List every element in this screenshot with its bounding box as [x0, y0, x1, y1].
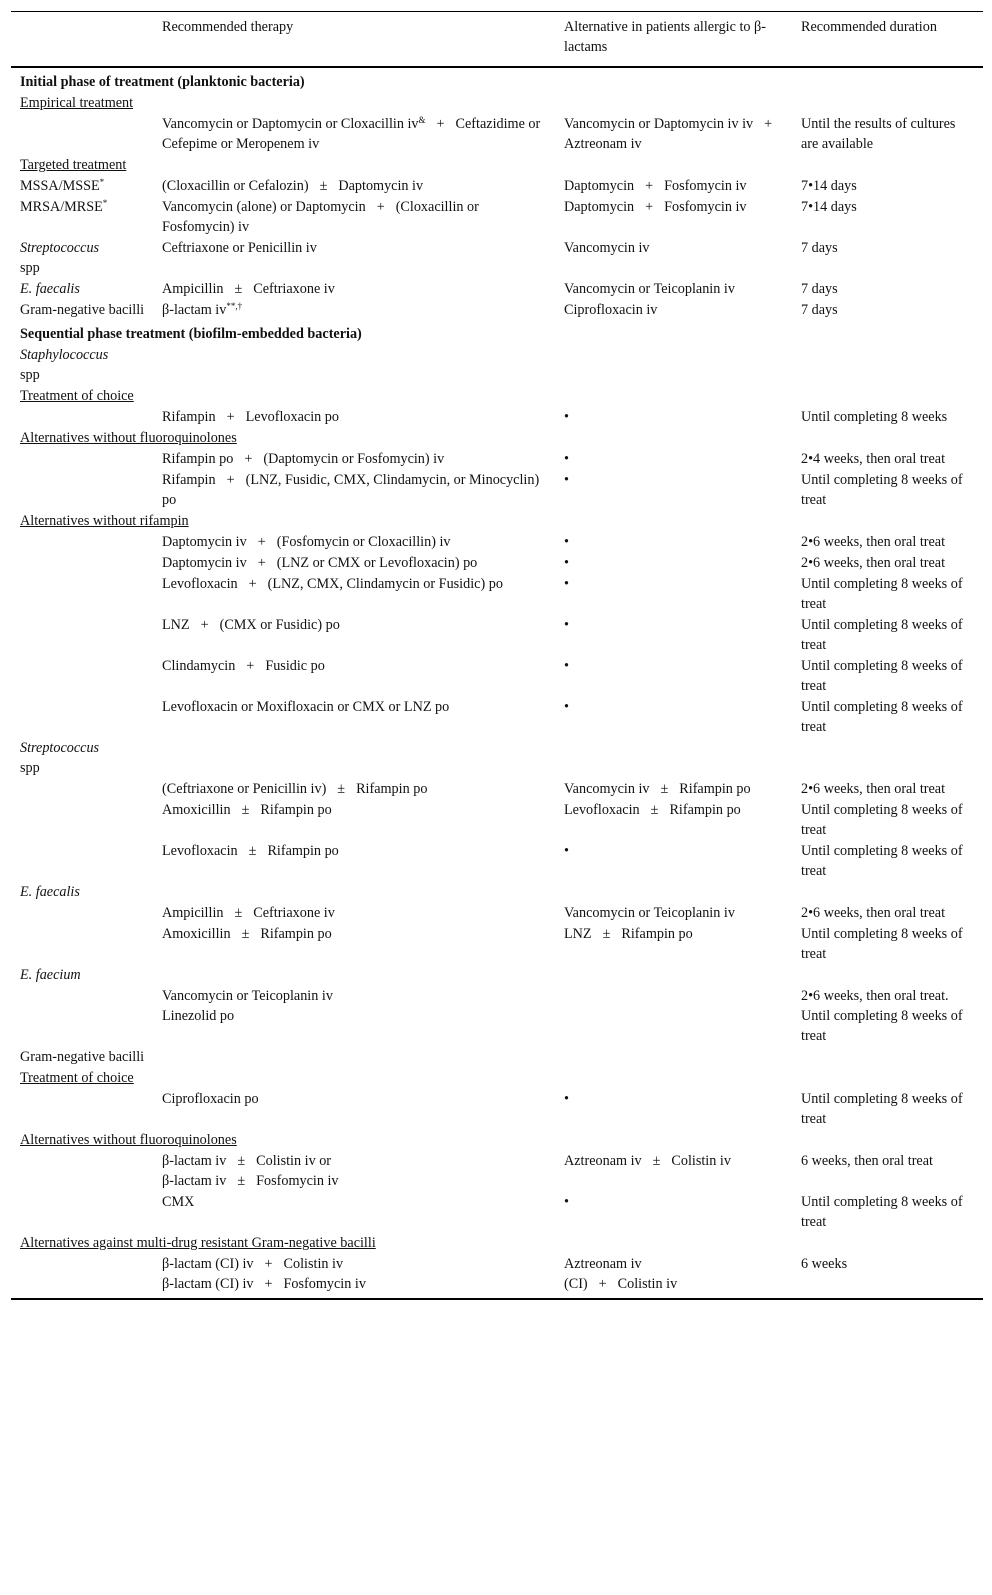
- gnb2-duration: 6 weeks, then oral treat: [801, 1153, 933, 1169]
- alt-fq-label: Alternatives without fluoroquinolones: [20, 430, 237, 446]
- mrsa-label: MRSA/MRSE*: [20, 198, 108, 215]
- header-col1: [11, 12, 153, 68]
- subheading-row: [11, 1233, 983, 1254]
- efs2-alternative: LNZ ± Rifampin po: [564, 926, 693, 942]
- header-recommended-therapy: Recommended therapy: [153, 12, 555, 68]
- altrif3-therapy: Levofloxacin + (LNZ, CMX, Clindamycin or Fusidic) po: [162, 576, 503, 592]
- gnb-toc-label: Treatment of choice: [20, 1070, 134, 1086]
- efs1-therapy: Ampicillin ± Ceftriaxone iv: [162, 905, 335, 921]
- table-row: [11, 300, 983, 321]
- staph-altfq1-alternative: •: [564, 451, 569, 467]
- streptococcus-alternative: Vancomycin iv: [564, 240, 650, 256]
- table-row: [11, 615, 983, 656]
- strep2-therapy: Amoxicillin ± Rifampin po: [162, 802, 332, 818]
- subheading-row: [11, 386, 983, 407]
- table-row: [11, 1254, 983, 1299]
- table-row: [11, 238, 983, 279]
- empirical-label: Empirical treatment: [20, 95, 134, 111]
- section-row: [11, 321, 983, 345]
- strep1-therapy: (Ceftriaxone or Penicillin iv) ± Rifampin po: [162, 781, 428, 797]
- gnb2-therapy: β-lactam iv ± Colistin iv or β-lactam iv ± Fosfomycin iv: [162, 1153, 339, 1189]
- table-row: [11, 779, 983, 800]
- efaecium-duration: 2•6 weeks, then oral treat. Until completing 8 weeks of treat: [801, 988, 963, 1044]
- efs1-alternative: Vancomycin or Teicoplanin iv: [564, 905, 735, 921]
- gnb1-duration: Until completing 8 weeks of treat: [801, 1091, 963, 1127]
- altrif1-duration: 2•6 weeks, then oral treat: [801, 534, 946, 550]
- table-row: [11, 986, 983, 1047]
- table-row: [11, 407, 983, 428]
- efaecalis-therapy: Ampicillin ± Ceftriaxone iv: [162, 281, 335, 297]
- staph-altfq1-duration: 2•4 weeks, then oral treat: [801, 451, 946, 467]
- efaecalis-label: E. faecalis: [20, 281, 80, 297]
- table-header-row: [11, 12, 983, 68]
- table-row: [11, 176, 983, 197]
- gnb-alternative: Ciprofloxacin iv: [564, 302, 658, 318]
- table-row: [11, 697, 983, 738]
- strep1-duration: 2•6 weeks, then oral treat: [801, 781, 946, 797]
- section-row: [11, 67, 983, 93]
- table-row: [11, 1192, 983, 1233]
- streptococcus-therapy: Ceftriaxone or Penicillin iv: [162, 240, 317, 256]
- strep3-duration: Until completing 8 weeks of treat: [801, 843, 963, 879]
- altrif2-therapy: Daptomycin iv + (LNZ or CMX or Levofloxacin) po: [162, 555, 478, 571]
- strep1-alternative: Vancomycin iv ± Rifampin po: [564, 781, 751, 797]
- table-row: [11, 1151, 983, 1192]
- staph-toc-duration: Until completing 8 weeks: [801, 409, 948, 425]
- seq-gnb-label: Gram-negative bacilli: [20, 1049, 145, 1065]
- subheading-row: [11, 965, 983, 986]
- subheading-row: [11, 882, 983, 903]
- efaecalis-duration: 7 days: [801, 281, 838, 297]
- gnb-therapy: β-lactam iv**,†: [162, 301, 243, 318]
- staph-altfq2-therapy: Rifampin + (LNZ, Fusidic, CMX, Clindamycin, or Minocyclin) po: [162, 472, 540, 508]
- mssa-alternative: Daptomycin + Fosfomycin iv: [564, 178, 747, 194]
- table-row: [11, 197, 983, 238]
- altrif1-alternative: •: [564, 534, 569, 550]
- subheading-row: [11, 738, 983, 779]
- header-recommended-duration: Recommended duration: [792, 12, 983, 68]
- table-row: [11, 903, 983, 924]
- efaecalis-alternative: Vancomycin or Teicoplanin iv: [564, 281, 735, 297]
- mssa-duration: 7•14 days: [801, 178, 857, 194]
- section-sequential-title: Sequential phase treatment (biofilm-embedded bacteria): [20, 326, 362, 342]
- therapy-table: [11, 11, 983, 1300]
- gnb3-duration: Until completing 8 weeks of treat: [801, 1194, 963, 1230]
- mrsa-therapy: Vancomycin (alone) or Daptomycin + (Cloxacillin or Fosfomycin) iv: [162, 199, 479, 235]
- mdr-alternative: Aztreonam iv (CI) + Colistin iv: [555, 1254, 792, 1299]
- altrif1-therapy: Daptomycin iv + (Fosfomycin or Cloxacillin) iv: [162, 534, 451, 550]
- mrsa-alternative: Daptomycin + Fosfomycin iv: [564, 199, 747, 215]
- altrif4-therapy: LNZ + (CMX or Fusidic) po: [162, 617, 340, 633]
- table-row: [11, 656, 983, 697]
- section-initial-title: Initial phase of treatment (planktonic bacteria): [20, 74, 305, 90]
- efs1-duration: 2•6 weeks, then oral treat: [801, 905, 946, 921]
- streptococcus-label: Streptococcus spp: [20, 240, 100, 276]
- strep3-alternative: •: [564, 843, 569, 859]
- subheading-row: [11, 428, 983, 449]
- staph-toc-therapy: Rifampin + Levofloxacin po: [162, 409, 339, 425]
- gnb3-therapy: CMX: [162, 1194, 195, 1210]
- altrif5-alternative: •: [564, 658, 569, 674]
- targeted-label: Targeted treatment: [20, 157, 127, 173]
- altrif2-duration: 2•6 weeks, then oral treat: [801, 555, 946, 571]
- empirical-alternative: Vancomycin or Daptomycin iv iv +Aztreonam iv: [564, 116, 773, 152]
- gnb1-alternative: •: [564, 1091, 569, 1107]
- empirical-therapy: Vancomycin or Daptomycin or Cloxacillin iv& + Ceftazidime or Cefepime or Meropenem iv: [162, 115, 541, 152]
- subheading-row: [11, 1047, 983, 1068]
- seq-streptococcus-label: Streptococcus spp: [20, 740, 100, 776]
- mssa-therapy: (Cloxacillin or Cefalozin) ± Daptomycin iv: [162, 178, 424, 194]
- efaecium-label: E. faecium: [20, 967, 81, 983]
- altrif3-duration: Until completing 8 weeks of treat: [801, 576, 963, 612]
- strep2-alternative: Levofloxacin ± Rifampin po: [564, 802, 741, 818]
- altrif4-alternative: •: [564, 617, 569, 633]
- gnb-alt-fq-label: Alternatives without fluoroquinolones: [20, 1132, 237, 1148]
- altrif4-duration: Until completing 8 weeks of treat: [801, 617, 963, 653]
- gnb-label: Gram-negative bacilli: [20, 302, 145, 318]
- staphylococcus-label: Staphylococcus spp: [20, 347, 109, 383]
- table-row: [11, 470, 983, 511]
- efs2-duration: Until completing 8 weeks of treat: [801, 926, 963, 962]
- altrif6-therapy: Levofloxacin or Moxifloxacin or CMX or LNZ po: [162, 699, 450, 715]
- table-row: [11, 841, 983, 882]
- empirical-duration: Until the results of cultures are available: [801, 116, 956, 152]
- altrif6-alternative: •: [564, 699, 569, 715]
- subheading-row: [11, 1130, 983, 1151]
- altrif2-alternative: •: [564, 555, 569, 571]
- mrsa-duration: 7•14 days: [801, 199, 857, 215]
- gnb1-therapy: Ciprofloxacin po: [162, 1091, 259, 1107]
- table-row: [11, 532, 983, 553]
- alt-rif-label: Alternatives without rifampin: [20, 513, 189, 529]
- table-row: [11, 574, 983, 615]
- gnb-duration: 7 days: [801, 302, 838, 318]
- table-row: [11, 1089, 983, 1130]
- seq-efaecalis-label: E. faecalis: [20, 884, 80, 900]
- efs2-therapy: Amoxicillin ± Rifampin po: [162, 926, 332, 942]
- table-row: [11, 114, 983, 155]
- altrif6-duration: Until completing 8 weeks of treat: [801, 699, 963, 735]
- altrif3-alternative: •: [564, 576, 569, 592]
- subheading-row: [11, 1068, 983, 1089]
- subheading-row: [11, 345, 983, 386]
- altrif5-therapy: Clindamycin + Fusidic po: [162, 658, 325, 674]
- alt-mdr-label: Alternatives against multi-drug resistant Gram-negative bacilli: [20, 1235, 376, 1251]
- staph-altfq1-therapy: Rifampin po + (Daptomycin or Fosfomycin) iv: [162, 451, 445, 467]
- subheading-row: [11, 155, 983, 176]
- table-row: [11, 279, 983, 300]
- table-row: [11, 924, 983, 965]
- efaecium-therapy: Vancomycin or Teicoplanin iv Linezolid po: [162, 988, 333, 1024]
- strep3-therapy: Levofloxacin ± Rifampin po: [162, 843, 339, 859]
- table-row: [11, 553, 983, 574]
- table-row: [11, 800, 983, 841]
- staph-toc-alternative: •: [564, 409, 569, 425]
- header-alternative-allergic: Alternative in patients allergic to β-lactams: [555, 12, 792, 68]
- toc-label: Treatment of choice: [20, 388, 134, 404]
- subheading-row: [11, 93, 983, 114]
- mssa-label: MSSA/MSSE*: [20, 177, 105, 194]
- staph-altfq2-alternative: •: [564, 472, 569, 488]
- mdr-therapy: β-lactam (CI) iv + Colistin iv β-lactam (CI) iv + Fosfomycin iv: [153, 1254, 555, 1299]
- table-row: [11, 449, 983, 470]
- subheading-row: [11, 511, 983, 532]
- gnb2-alternative: Aztreonam iv ± Colistin iv: [564, 1153, 731, 1169]
- mdr-duration: 6 weeks: [792, 1254, 983, 1299]
- gnb3-alternative: •: [564, 1194, 569, 1210]
- streptococcus-duration: 7 days: [801, 240, 838, 256]
- altrif5-duration: Until completing 8 weeks of treat: [801, 658, 963, 694]
- staph-altfq2-duration: Until completing 8 weeks of treat: [801, 472, 963, 508]
- strep2-duration: Until completing 8 weeks of treat: [801, 802, 963, 838]
